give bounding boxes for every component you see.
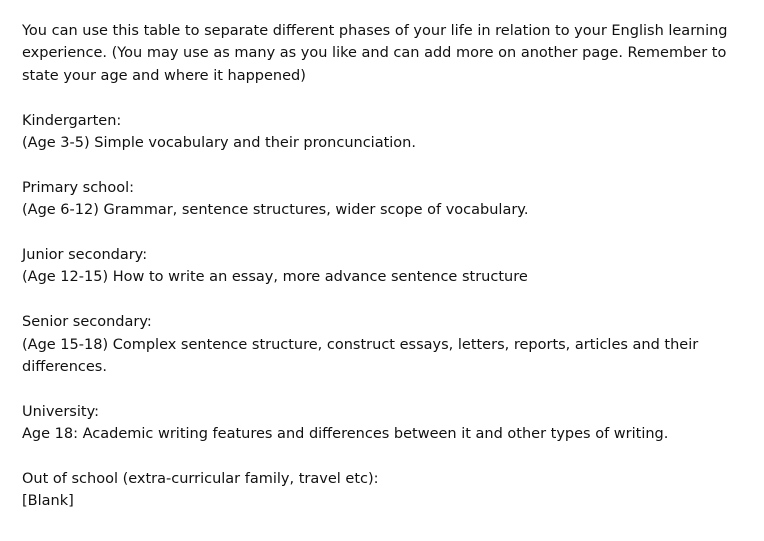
section-senior-secondary: [22, 311, 752, 378]
section-text: (Age 6-12) Grammar, sentence structures, wider scope of vocabulary.: [22, 202, 529, 219]
section-text: differences.: [22, 359, 107, 376]
section-junior-secondary: [22, 244, 752, 289]
section-heading: Junior secondary:: [22, 247, 148, 264]
section-text: (Age 12-15) How to write an essay, more advance sentence structure: [22, 269, 528, 286]
intro-line: You can use this table to separate different phases of your life in relation to your English learning: [22, 23, 728, 39]
section-text: Age 18: Academic writing features and differences between it and other types of writing.: [22, 426, 669, 443]
section-heading: Out of school (extra-curricular family, travel etc):: [22, 471, 379, 488]
intro-paragraph: [22, 20, 752, 87]
section-heading: University:: [22, 403, 99, 420]
section-kindergarten: [22, 110, 752, 155]
section-heading: Primary school:: [22, 179, 135, 196]
section-text: (Age 15-18) Complex sentence structure, construct essays, letters, reports, articles and their: [22, 336, 699, 353]
section-text: [Blank]: [22, 493, 74, 510]
section-university: [22, 401, 752, 446]
document-body: [22, 20, 752, 535]
intro-line: experience. (You may use as many as you like and can add more on another page. Remember to: [22, 45, 727, 62]
section-out-of-school: [22, 468, 752, 513]
section-heading: Senior secondary:: [22, 314, 152, 331]
section-text: (Age 3-5) Simple vocabulary and their proncunciation.: [22, 135, 416, 152]
section-heading: Kindergarten:: [22, 112, 122, 129]
intro-line: state your age and where it happened): [22, 67, 306, 84]
section-primary-school: [22, 177, 752, 222]
